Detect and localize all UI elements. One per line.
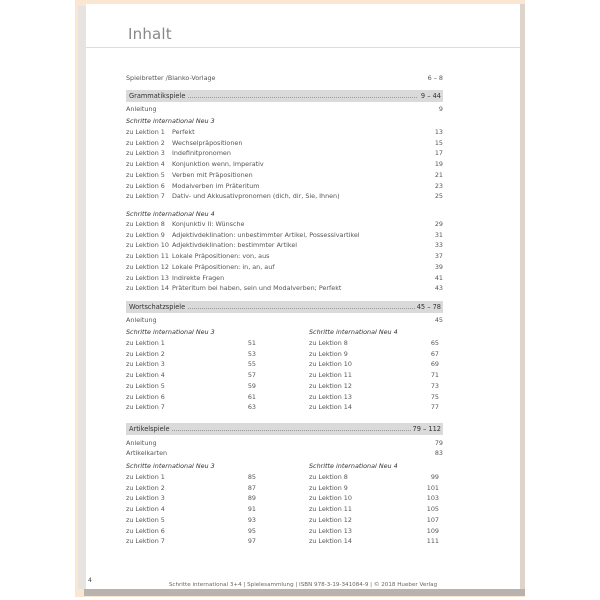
- entry-page: 95: [247, 526, 256, 535]
- section-name: Artikelspiele: [129, 425, 170, 433]
- entry-page: 107: [426, 515, 439, 524]
- title-band: [86, 4, 520, 48]
- toc-entry-artikelkarten[interactable]: [126, 448, 443, 458]
- toc-entry-intro[interactable]: [126, 73, 443, 83]
- entry-page: 31: [434, 230, 443, 239]
- section-pages: 79 – 112: [412, 425, 441, 433]
- toc-entry-lektion[interactable]: [309, 349, 439, 359]
- lektion-label: zu Lektion 5: [126, 170, 165, 179]
- lektion-label: zu Lektion 9: [309, 483, 348, 492]
- lektion-label: zu Lektion 1: [126, 339, 165, 347]
- page-edge-right: [520, 4, 525, 592]
- lektion-label: zu Lektion 6: [126, 526, 165, 535]
- toc-entry-lektion[interactable]: [309, 504, 439, 514]
- lektion-topic: Präteritum bei haben, sein und Modalverben; Perfekt: [172, 284, 342, 293]
- lektion-label: zu Lektion 9: [126, 230, 165, 239]
- toc-entry-lektion[interactable]: [126, 493, 256, 503]
- entry-page: 83: [434, 449, 443, 457]
- lektion-label: zu Lektion 10: [126, 241, 169, 250]
- toc-entry-lektion[interactable]: [126, 504, 256, 514]
- footer-imprint: Schritte international 3+4 | Spielesammlung | ISBN 978-3-19-341084-9 | © 2018 Hueber Verlag: [168, 582, 438, 588]
- section-name: Grammatikspiele: [129, 92, 186, 100]
- lektion-label: zu Lektion 3: [126, 494, 165, 503]
- lektion-label: zu Lektion 11: [126, 252, 169, 261]
- toc-entry-anleitung[interactable]: [126, 315, 443, 325]
- lektion-label: zu Lektion 2: [126, 138, 165, 147]
- entry-page: 13: [434, 128, 443, 136]
- page-number: 4: [86, 577, 98, 585]
- entry-page: 25: [434, 192, 443, 201]
- toc-entry-lektion[interactable]: [309, 472, 439, 482]
- lektion-label: zu Lektion 1: [126, 473, 165, 481]
- toc-entry-lektion[interactable]: [126, 392, 256, 402]
- entry-page: 101: [426, 483, 439, 492]
- toc-entry-lektion[interactable]: [126, 370, 256, 380]
- dotted-leader: [129, 430, 417, 431]
- section-header-wortschatzspiele[interactable]: [126, 301, 443, 313]
- entry-page: 33: [434, 241, 443, 250]
- toc-entry-lektion[interactable]: [126, 349, 256, 359]
- entry-page: 59: [247, 381, 256, 390]
- entry-page: 57: [247, 371, 256, 380]
- toc-entry-lektion[interactable]: [309, 392, 439, 402]
- toc-entry-lektion[interactable]: [309, 359, 439, 369]
- lektion-label: zu Lektion 12: [126, 262, 169, 271]
- lektion-label: zu Lektion 7: [126, 192, 165, 201]
- lektion-label: zu Lektion 10: [309, 360, 352, 369]
- lektion-topic: Lokale Präpositionen: von, aus: [172, 252, 270, 261]
- entry-page: 29: [434, 220, 443, 228]
- page-edge-bottom: [84, 589, 525, 596]
- toc-entry-lektion[interactable]: [126, 402, 256, 412]
- entry-page: 45: [434, 316, 443, 324]
- toc-entry-lektion[interactable]: [309, 515, 439, 525]
- lektion-label: zu Lektion 4: [126, 505, 165, 514]
- toc-entry-lektion[interactable]: [126, 230, 443, 240]
- lektion-label: zu Lektion 7: [126, 403, 165, 412]
- lektion-label: zu Lektion 13: [126, 273, 169, 282]
- lektion-topic: Modalverben im Präteritum: [172, 181, 260, 190]
- lektion-label: zu Lektion 8: [126, 220, 165, 228]
- entry-page: 99: [430, 473, 439, 481]
- lektion-label: zu Lektion 8: [309, 339, 348, 347]
- lektion-label: zu Lektion 14: [309, 403, 352, 412]
- toc-entry-lektion[interactable]: [126, 191, 443, 201]
- entry-page: 75: [430, 392, 439, 401]
- toc-entry-lektion[interactable]: [126, 170, 443, 180]
- lektion-label: zu Lektion 14: [309, 537, 352, 546]
- entry-page: 9: [438, 105, 443, 113]
- lektion-label: zu Lektion 3: [126, 149, 165, 158]
- page-spine: [78, 6, 86, 589]
- toc-entry-lektion[interactable]: [126, 138, 443, 148]
- document-page: [86, 4, 520, 589]
- toc-entry-lektion[interactable]: [309, 493, 439, 503]
- entry-page: 53: [247, 349, 256, 358]
- toc-entry-lektion[interactable]: [126, 483, 256, 493]
- entry-page: 97: [247, 537, 256, 546]
- lektion-topic: Lokale Präpositionen: in, an, auf: [172, 262, 275, 271]
- entry-label: Artikelkarten: [126, 449, 168, 457]
- toc-entry-lektion[interactable]: [126, 219, 443, 229]
- toc-entry-lektion[interactable]: [126, 240, 443, 250]
- toc-entry-lektion[interactable]: [126, 262, 443, 272]
- entry-page: 79: [434, 439, 443, 447]
- lektion-label: zu Lektion 8: [309, 473, 348, 481]
- entry-page: 109: [426, 526, 439, 535]
- toc-entry-lektion[interactable]: [126, 515, 256, 525]
- lektion-topic: Wechselpräpositionen: [172, 138, 243, 147]
- toc-entry-lektion[interactable]: [126, 127, 443, 137]
- toc-entry-lektion[interactable]: [126, 148, 443, 158]
- lektion-label: zu Lektion 13: [309, 392, 352, 401]
- lektion-label: zu Lektion 5: [126, 515, 165, 524]
- section-pages: 45 – 78: [416, 303, 441, 311]
- lektion-label: zu Lektion 12: [309, 515, 352, 524]
- toc-entry-lektion[interactable]: [309, 402, 439, 412]
- entry-page: 43: [434, 284, 443, 293]
- toc-entry-lektion[interactable]: [309, 338, 439, 348]
- entry-page: 61: [247, 392, 256, 401]
- entry-page: 105: [426, 505, 439, 514]
- entry-page: 73: [430, 381, 439, 390]
- toc-entry-lektion[interactable]: [126, 181, 443, 191]
- lektion-topic: Adjektivdeklination: bestimmter Artikel: [172, 241, 298, 250]
- lektion-label: zu Lektion 5: [126, 381, 165, 390]
- lektion-label: zu Lektion 12: [309, 381, 352, 390]
- entry-page: 93: [247, 515, 256, 524]
- entry-page: 55: [247, 360, 256, 369]
- toc-entry-lektion[interactable]: [126, 526, 256, 536]
- entry-page: 51: [247, 339, 256, 347]
- entry-page: 71: [430, 371, 439, 380]
- toc-entry-lektion[interactable]: [309, 526, 439, 536]
- lektion-topic: Indefinitpronomen: [172, 149, 231, 158]
- entry-page: 103: [426, 494, 439, 503]
- toc-entry-anleitung[interactable]: [126, 438, 443, 448]
- lektion-label: zu Lektion 10: [309, 494, 352, 503]
- lektion-label: zu Lektion 2: [126, 349, 165, 358]
- toc-entry-lektion[interactable]: [126, 338, 256, 348]
- entry-label: Anleitung: [126, 439, 157, 447]
- entry-page: 41: [434, 273, 443, 282]
- entry-page: 87: [247, 483, 256, 492]
- entry-page: 23: [434, 181, 443, 190]
- toc-entry-lektion[interactable]: [309, 370, 439, 380]
- lektion-label: zu Lektion 13: [309, 526, 352, 535]
- lektion-label: zu Lektion 7: [126, 537, 165, 546]
- book-heading: Schritte international Neu 3: [126, 328, 215, 336]
- entry-page: 91: [247, 505, 256, 514]
- entry-page: 77: [430, 403, 439, 412]
- entry-pages: 6 – 8: [427, 74, 443, 82]
- lektion-topic: Verben mit Präpositionen: [172, 170, 253, 179]
- entry-page: 39: [434, 262, 443, 271]
- toc-entry-lektion[interactable]: [126, 536, 256, 546]
- entry-page: 63: [247, 403, 256, 412]
- lektion-label: zu Lektion 2: [126, 483, 165, 492]
- section-name: Wortschatzspiele: [129, 303, 186, 311]
- toc-entry-lektion[interactable]: [126, 472, 256, 482]
- lektion-label: zu Lektion 3: [126, 360, 165, 369]
- toc-entry-lektion[interactable]: [126, 359, 256, 369]
- entry-page: 111: [426, 537, 439, 546]
- entry-page: 19: [434, 160, 443, 169]
- toc-entry-lektion[interactable]: [309, 536, 439, 546]
- section-pages: 9 – 44: [420, 92, 441, 100]
- lektion-label: zu Lektion 1: [126, 128, 165, 136]
- toc-entry-lektion[interactable]: [126, 381, 256, 391]
- book-heading: Schritte international Neu 3: [126, 462, 215, 470]
- lektion-label: zu Lektion 11: [309, 505, 352, 514]
- lektion-label: zu Lektion 4: [126, 160, 165, 169]
- section-header-artikelspiele[interactable]: [126, 423, 443, 435]
- entry-label: Spielbretter /Blanko-Vorlage: [126, 74, 216, 82]
- toc-entry-lektion[interactable]: [126, 283, 443, 293]
- page-title: Inhalt: [128, 25, 172, 44]
- lektion-topic: Indirekte Fragen: [172, 273, 225, 282]
- toc-entry-lektion[interactable]: [126, 251, 443, 261]
- lektion-topic: Adjektivdeklination: unbestimmter Artikel, Possessivartikel: [172, 230, 360, 239]
- toc-entry-lektion[interactable]: [126, 159, 443, 169]
- book-heading: Schritte international Neu 4: [126, 210, 215, 218]
- lektion-label: zu Lektion 4: [126, 371, 165, 380]
- toc-entry-anleitung[interactable]: [126, 104, 443, 114]
- entry-page: 85: [247, 473, 256, 481]
- entry-label: Anleitung: [126, 316, 157, 324]
- entry-page: 15: [434, 138, 443, 147]
- entry-page: 67: [430, 349, 439, 358]
- book-heading: Schritte international Neu 4: [309, 328, 398, 336]
- lektion-topic: Dativ- und Akkusativpronomen (dich, dir, Sie, Ihnen): [172, 192, 340, 201]
- toc-entry-lektion[interactable]: [309, 483, 439, 493]
- section-header-grammatikspiele[interactable]: [126, 90, 443, 102]
- toc-entry-lektion[interactable]: [126, 273, 443, 283]
- lektion-label: zu Lektion 9: [309, 349, 348, 358]
- entry-page: 89: [247, 494, 256, 503]
- entry-page: 17: [434, 149, 443, 158]
- entry-page: 37: [434, 252, 443, 261]
- entry-page: 21: [434, 170, 443, 179]
- lektion-label: zu Lektion 6: [126, 392, 165, 401]
- lektion-label: zu Lektion 14: [126, 284, 169, 293]
- book-heading: Schritte international Neu 4: [309, 462, 398, 470]
- lektion-label: zu Lektion 11: [309, 371, 352, 380]
- entry-label: Anleitung: [126, 105, 157, 113]
- lektion-topic: Konjunktion wenn, Imperativ: [172, 160, 264, 169]
- toc-entry-lektion[interactable]: [309, 381, 439, 391]
- book-heading: Schritte international Neu 3: [126, 117, 215, 125]
- lektion-topic: Konjunktiv II: Wünsche: [172, 220, 245, 228]
- entry-page: 65: [430, 339, 439, 347]
- entry-page: 69: [430, 360, 439, 369]
- lektion-topic: Perfekt: [172, 128, 195, 136]
- lektion-label: zu Lektion 6: [126, 181, 165, 190]
